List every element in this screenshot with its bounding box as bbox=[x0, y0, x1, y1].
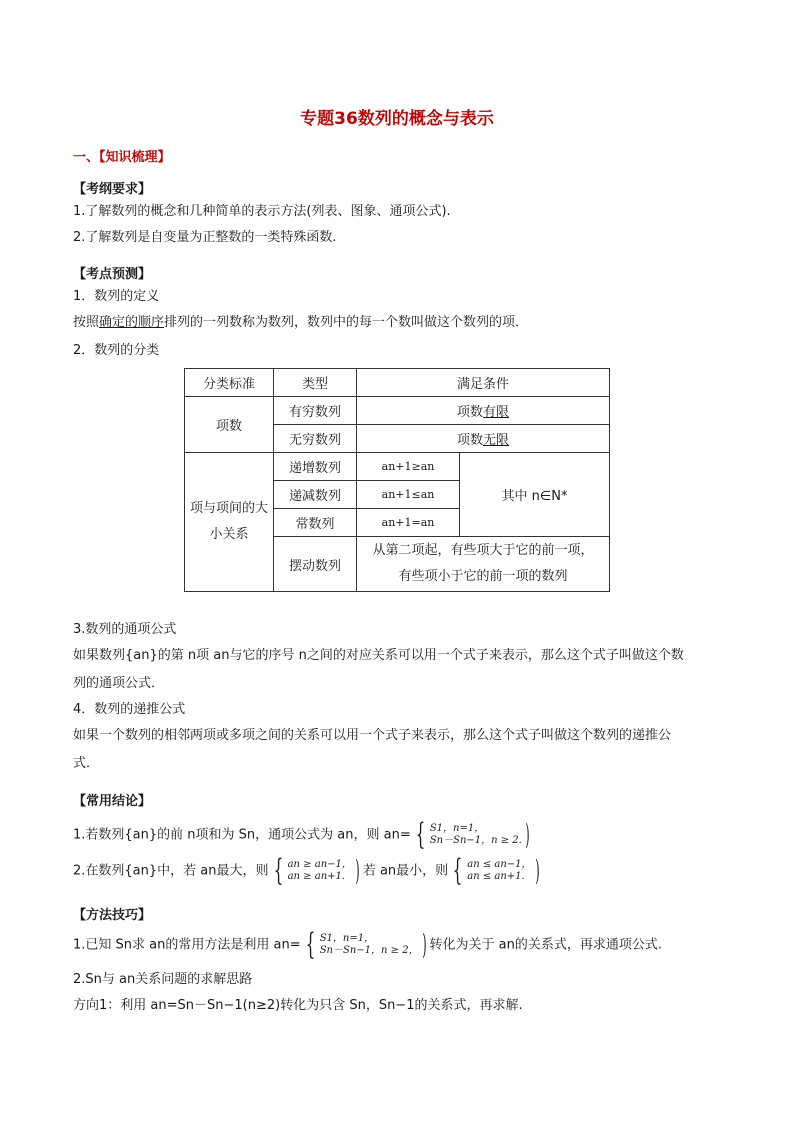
piecewise-2 bbox=[288, 859, 352, 883]
def-title: 1．数列的定义 bbox=[73, 289, 160, 304]
conclusion-2-mid: 若 an最小，则 bbox=[362, 863, 449, 879]
conclusion-1 bbox=[73, 817, 533, 852]
syllabus-item-2: 2.了解数列是自变量为正整数的一类特殊函数. bbox=[73, 230, 337, 245]
table-cond-decreasing: an+1≤an bbox=[357, 481, 460, 509]
general-term-line1: 如果数列{an}的第 n项 an与它的序号 n之间的对应关系可以用一个式子来表示，那么这个式子叫做这个数 bbox=[73, 648, 684, 663]
piecewise-3 bbox=[467, 859, 531, 883]
piecewise-1 bbox=[430, 823, 522, 847]
def-text-underlined: 确定的顺序 bbox=[99, 315, 165, 330]
heading-prediction: 【考点预测】 bbox=[73, 267, 152, 282]
conclusion-2-text: 2.在数列{an}中，若 an最大，则 bbox=[73, 863, 269, 879]
recursive-line1: 如果一个数列的相邻两项或多项之间的关系可以用一个式子来表示，那么这个式子叫做这个数列的递推公 bbox=[73, 728, 672, 743]
method-3: 方向1：利用 an=Sn－Sn−1(n≥2)转化为只含 Sn，Sn−1的关系式，再求解. bbox=[73, 998, 523, 1013]
cond-finite-pre: 项数 bbox=[456, 405, 483, 420]
left-brace-icon: { bbox=[415, 817, 426, 852]
general-term-title: 3.数列的通项公式 bbox=[73, 622, 177, 637]
general-term-line2: 列的通项公式． bbox=[73, 676, 165, 691]
table-header-condition: 满足条件 bbox=[357, 369, 610, 397]
def-text-post: 排列的一列数称为数列，数列中的每一个数叫做这个数列的项． bbox=[164, 315, 529, 330]
table-type-oscillating: 摆动数列 bbox=[274, 537, 357, 592]
left-brace-icon: { bbox=[273, 853, 283, 888]
heading-conclusions: 【常用结论】 bbox=[73, 794, 152, 809]
table-cond-finite bbox=[357, 397, 610, 425]
recursive-line2: 式． bbox=[73, 756, 100, 771]
conclusion-2 bbox=[73, 853, 543, 888]
table-header-criterion: 分类标准 bbox=[185, 369, 274, 397]
method-1-post: 转化为关于 an的关系式，再求通项公式. bbox=[429, 937, 662, 953]
cond-infinite-u: 无限 bbox=[483, 433, 510, 448]
piecewise-4-row2: Sn－Sn−1，n ≥ 2， bbox=[319, 945, 419, 956]
recursive-title: 4．数列的递推公式 bbox=[73, 702, 186, 717]
piecewise-1-row1: S1，n=1， bbox=[429, 823, 485, 834]
cond-infinite-pre: 项数 bbox=[456, 433, 483, 448]
section-heading-knowledge: 一、【知识梳理】 bbox=[73, 150, 171, 165]
piecewise-2-row2: an ≥ an+1. bbox=[287, 871, 346, 882]
left-brace-icon: { bbox=[305, 927, 315, 962]
piecewise-2-row1: an ≥ an−1， bbox=[287, 859, 352, 870]
page-title: 专题36数列的概念与表示 bbox=[300, 109, 494, 129]
cond-finite-u: 有限 bbox=[483, 405, 510, 420]
def-text bbox=[73, 313, 528, 333]
piecewise-3-row2: an ≤ an+1. bbox=[467, 871, 525, 882]
heading-methods: 【方法技巧】 bbox=[73, 908, 152, 923]
table-type-decreasing: 递减数列 bbox=[274, 481, 357, 509]
right-paren-icon: ) bbox=[355, 854, 360, 887]
right-paren-icon: ) bbox=[525, 818, 530, 851]
table-type-infinite: 无穷数列 bbox=[274, 425, 357, 453]
table-where: 其中 n∈N* bbox=[460, 453, 610, 537]
method-2: 2.Sn与 an关系问题的求解思路 bbox=[73, 972, 253, 987]
method-1-pre: 1.已知 Sn求 an的常用方法是利用 an= bbox=[73, 937, 301, 953]
table-cond-constant: an+1=an bbox=[357, 509, 460, 537]
right-paren-icon: ) bbox=[534, 854, 540, 887]
table-group-count: 项数 bbox=[185, 397, 274, 453]
table-header-type: 类型 bbox=[274, 369, 357, 397]
table-cond-increasing: an+1≥an bbox=[357, 453, 460, 481]
table-group-size: 项与项间的大小关系 bbox=[185, 453, 274, 592]
piecewise-1-row2: Sn－Sn−1，n ≥ 2. bbox=[429, 835, 522, 846]
class-title: 2．数列的分类 bbox=[73, 343, 160, 358]
cond-osc-line1: 从第二项起，有些项大于它的前一项， bbox=[372, 543, 594, 558]
table-type-constant: 常数列 bbox=[274, 509, 357, 537]
cond-osc-line2: 有些项小于它的前一项的数列 bbox=[398, 569, 568, 584]
def-text-pre: 按照 bbox=[73, 315, 100, 330]
table-type-finite: 有穷数列 bbox=[274, 397, 357, 425]
syllabus-item-1: 1.了解数列的概念和几种简单的表示方法(列表、图象、通项公式). bbox=[73, 204, 451, 219]
piecewise-3-row1: an ≤ an−1， bbox=[467, 859, 532, 870]
piecewise-4-row1: S1，n=1， bbox=[319, 933, 375, 944]
table-cond-infinite bbox=[357, 425, 610, 453]
conclusion-1-text: 1.若数列{an}的前 n项和为 Sn，通项公式为 an，则 an= bbox=[73, 827, 411, 843]
right-paren-icon: ) bbox=[421, 928, 427, 961]
table-type-increasing: 递增数列 bbox=[274, 453, 357, 481]
heading-syllabus: 【考纲要求】 bbox=[73, 182, 152, 197]
method-1 bbox=[73, 927, 662, 962]
recursive-text bbox=[73, 722, 725, 778]
table-cond-oscillating bbox=[357, 537, 610, 592]
left-brace-icon: { bbox=[452, 853, 463, 888]
piecewise-4 bbox=[320, 933, 419, 957]
classification-table bbox=[184, 368, 610, 592]
general-term-text bbox=[73, 642, 725, 698]
